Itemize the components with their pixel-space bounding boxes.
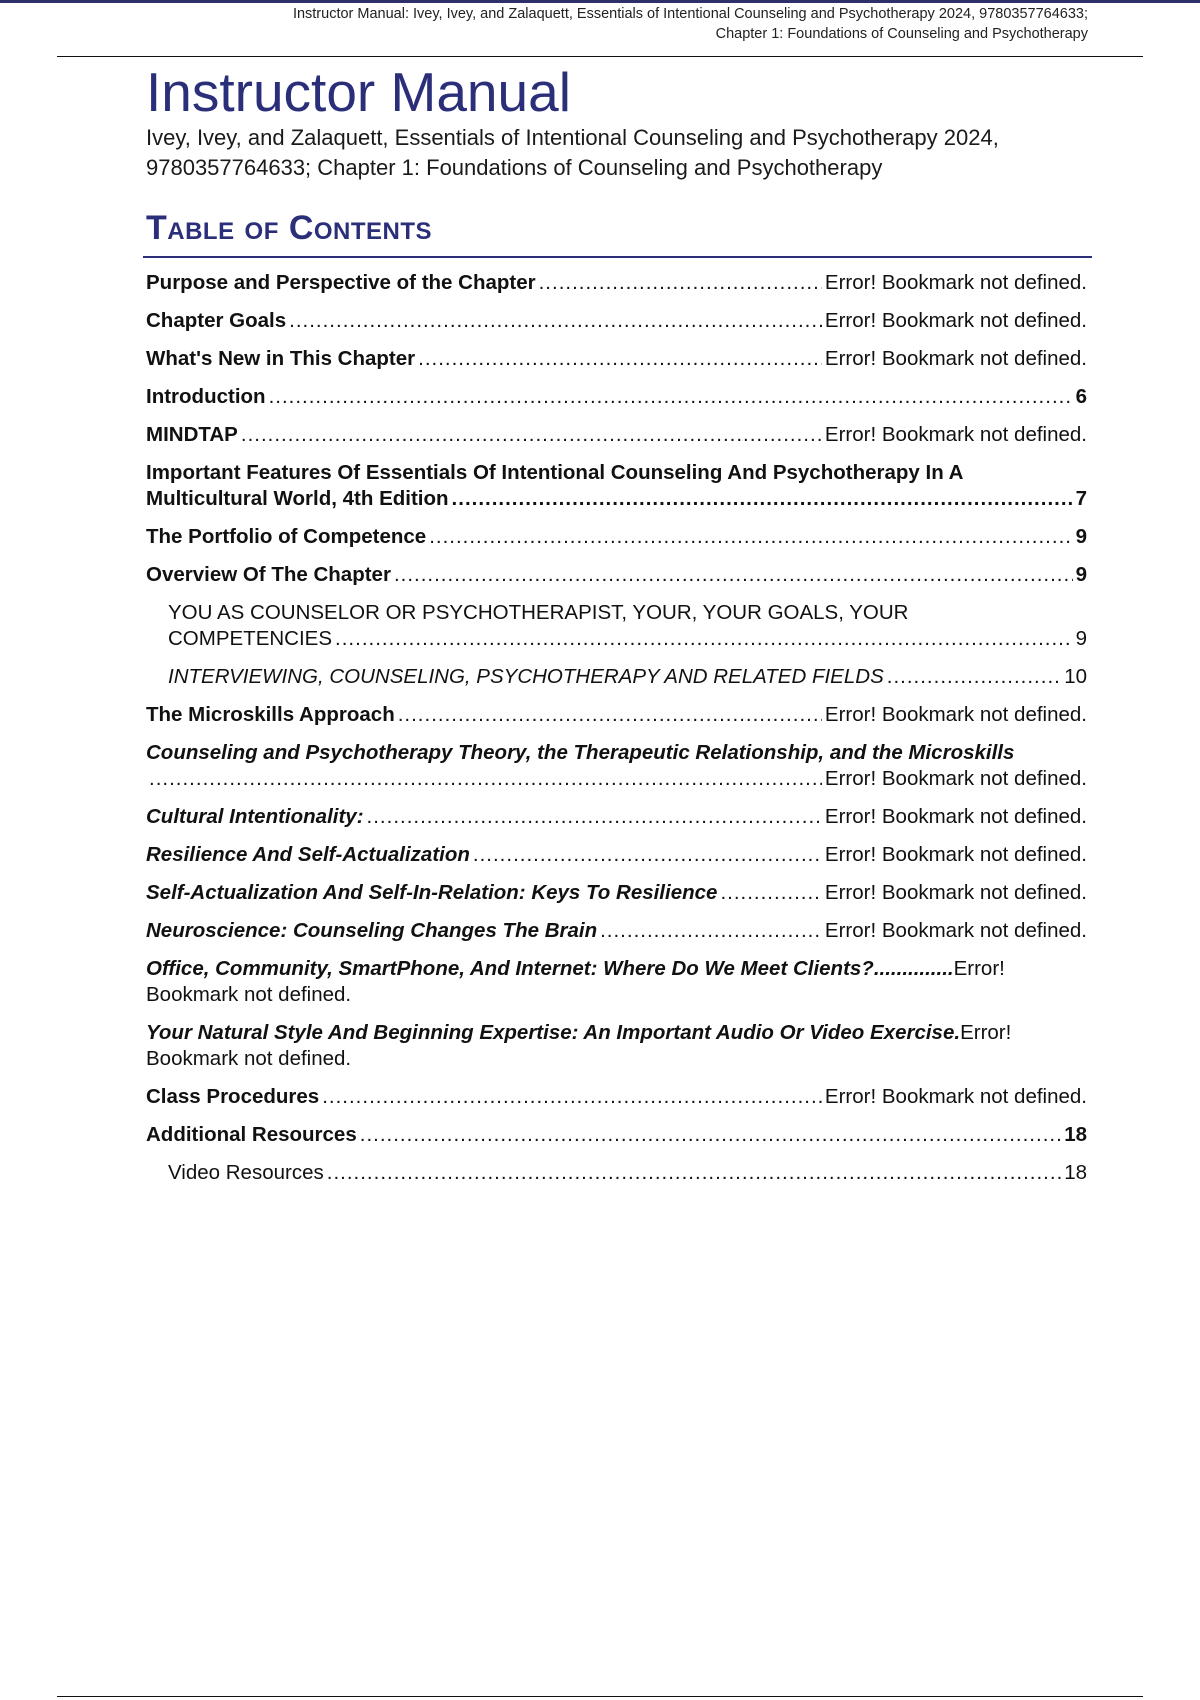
toc-heading: Table of Contents [146,209,433,247]
toc-entry-page: 7 [1075,487,1087,510]
toc-entry-page: Error! Bookmark not defined. [824,423,1087,446]
running-header-line1: Instructor Manual: Ivey, Ivey, and Zalaquett, Essentials of Intentional Counseling and Psychotherapy 2024, 9780357764633; [292,6,1088,22]
toc-entry-chapter-goals[interactable] [146,308,1087,334]
toc-entry-page: Error! Bookmark not defined. [824,805,1087,828]
toc-entry-page: 18 [1064,1161,1087,1184]
toc-entry-page: Error! Bookmark not defined. [824,767,1087,790]
toc-entry-label: Office, Community, SmartPhone, And Internet: Where Do We Meet Clients? [146,957,874,980]
dot-leader [289,308,822,334]
toc-entry-whats-new[interactable] [146,346,1087,372]
toc-entry-additional-resources[interactable] [146,1122,1087,1148]
toc-entry-page: 9 [1075,627,1087,650]
toc-entry-page: Error! Bookmark not defined. [824,843,1087,866]
toc-entry-page: Error! Bookmark not defined. [824,881,1087,904]
toc-entry-page: 9 [1075,563,1087,586]
dot-leader: .............. [873,957,954,980]
toc-entry-theory-relationship[interactable] [146,740,1087,792]
dot-leader [539,270,822,296]
toc-entry-label: Introduction [146,385,266,408]
running-header-line2: Chapter 1: Foundations of Counseling and Psychotherapy [715,26,1088,42]
toc-entry-page: Error! Bookmark not defined. [824,919,1087,942]
toc-entry-label: Self-Actualization And Self-In-Relation: Keys To Resilience [146,881,718,904]
toc-entry-label: Cultural Intentionality: [146,805,364,828]
toc-entry-label-line1: Counseling and Psychotherapy Theory, the Therapeutic Relationship, and the Microskills [146,741,1015,764]
toc-entry-label: Chapter Goals [146,309,287,332]
dot-leader [720,880,821,906]
toc-entry-page: Error! Bookmark not defined. [824,703,1087,726]
toc-entry-label: The Portfolio of Competence [146,525,427,548]
toc-entry-label: Your Natural Style And Beginning Expertise: An Important Audio Or Video Exercise [146,1021,955,1044]
toc-entry-page: Error! Bookmark not defined. [824,271,1087,294]
toc-entry-introduction[interactable] [146,384,1087,410]
toc-entry-label: The Microskills Approach [146,703,395,726]
toc-entry-page: Error! Bookmark not defined. [824,309,1087,332]
toc-entry-label-line2: COMPETENCIES [168,627,333,650]
toc-entry-label: Video Resources [168,1161,324,1184]
toc-entry-page: Error! Bookmark not defined. [146,1021,1012,1070]
header-rule [57,56,1143,57]
dot-leader [887,664,1061,690]
toc-entry-label-line1: YOU AS COUNSELOR OR PSYCHOTHERAPIST, YOUR, YOUR GOALS, YOUR [168,601,909,624]
toc-entry-page: 9 [1075,525,1087,548]
dot-leader [322,1084,822,1110]
toc-entry-page: 18 [1064,1123,1087,1146]
toc-entry-page: Error! Bookmark not defined. [824,1085,1087,1108]
toc-entry-label: Additional Resources [146,1123,357,1146]
dot-leader [360,1122,1061,1148]
toc-entry-page: 6 [1075,385,1087,408]
toc-heading-rule [143,256,1092,258]
top-border [0,0,1200,3]
dot-leader [394,562,1073,588]
dot-leader [327,1160,1061,1186]
toc-entry-label: MINDTAP [146,423,238,446]
toc-entry-cultural-intentionality[interactable] [146,804,1087,830]
toc-entry-label: Class Procedures [146,1085,320,1108]
toc-entry-natural-style[interactable] [146,1020,1087,1072]
dot-leader [241,422,822,448]
toc-entry-resilience[interactable] [146,842,1087,868]
toc-entry-microskills-approach[interactable] [146,702,1087,728]
toc-entry-important-features[interactable] [146,460,1087,512]
toc-entry-page: Error! Bookmark not defined. [146,957,1005,1006]
document-subtitle: Ivey, Ivey, and Zalaquett, Essentials of Intentional Counseling and Psychotherapy 2024, 9780357764633; Chapter 1: Foundations of Counseling and Psychotherapy [146,125,999,180]
dot-leader [452,486,1073,512]
dot-leader [398,702,822,728]
toc-entry-page: 10 [1064,665,1087,688]
toc-entry-self-actualization[interactable] [146,880,1087,906]
toc-entry-label: INTERVIEWING, COUNSELING, PSYCHOTHERAPY AND RELATED FIELDS [168,665,884,688]
running-header [88,4,1088,44]
toc-entry-interviewing[interactable] [146,664,1087,690]
toc-entry-label-line2: Multicultural World, 4th Edition [146,487,449,510]
toc-entry-neuroscience[interactable] [146,918,1087,944]
toc-entry-label: Purpose and Perspective of the Chapter [146,271,536,294]
toc-entry-overview[interactable] [146,562,1087,588]
toc-entry-label: Resilience And Self-Actualization [146,843,470,866]
dot-leader [600,918,822,944]
toc-entry-office-community[interactable] [146,956,1087,1008]
toc-entry-label: What's New in This Chapter [146,347,416,370]
toc-entry-label-line1: Important Features Of Essentials Of Intentional Counseling And Psychotherapy In A [146,461,964,484]
table-of-contents [146,270,1087,1198]
document-title: Instructor Manual [146,61,571,123]
dot-leader: . [954,1021,961,1044]
dot-leader [429,524,1072,550]
dot-leader [269,384,1073,410]
dot-leader [418,346,822,372]
toc-entry-portfolio[interactable] [146,524,1087,550]
footer-rule [57,1696,1143,1697]
toc-entry-label: Neuroscience: Counseling Changes The Brain [146,919,598,942]
toc-entry-mindtap[interactable] [146,422,1087,448]
toc-entry-you-as-counselor[interactable] [146,600,1087,652]
dot-leader [149,766,822,792]
toc-entry-label: Overview Of The Chapter [146,563,391,586]
toc-entry-page: Error! Bookmark not defined. [824,347,1087,370]
dot-leader [335,626,1073,652]
toc-entry-video-resources[interactable] [146,1160,1087,1186]
dot-leader [367,804,822,830]
toc-entry-purpose[interactable] [146,270,1087,296]
dot-leader [473,842,822,868]
toc-entry-class-procedures[interactable] [146,1084,1087,1110]
